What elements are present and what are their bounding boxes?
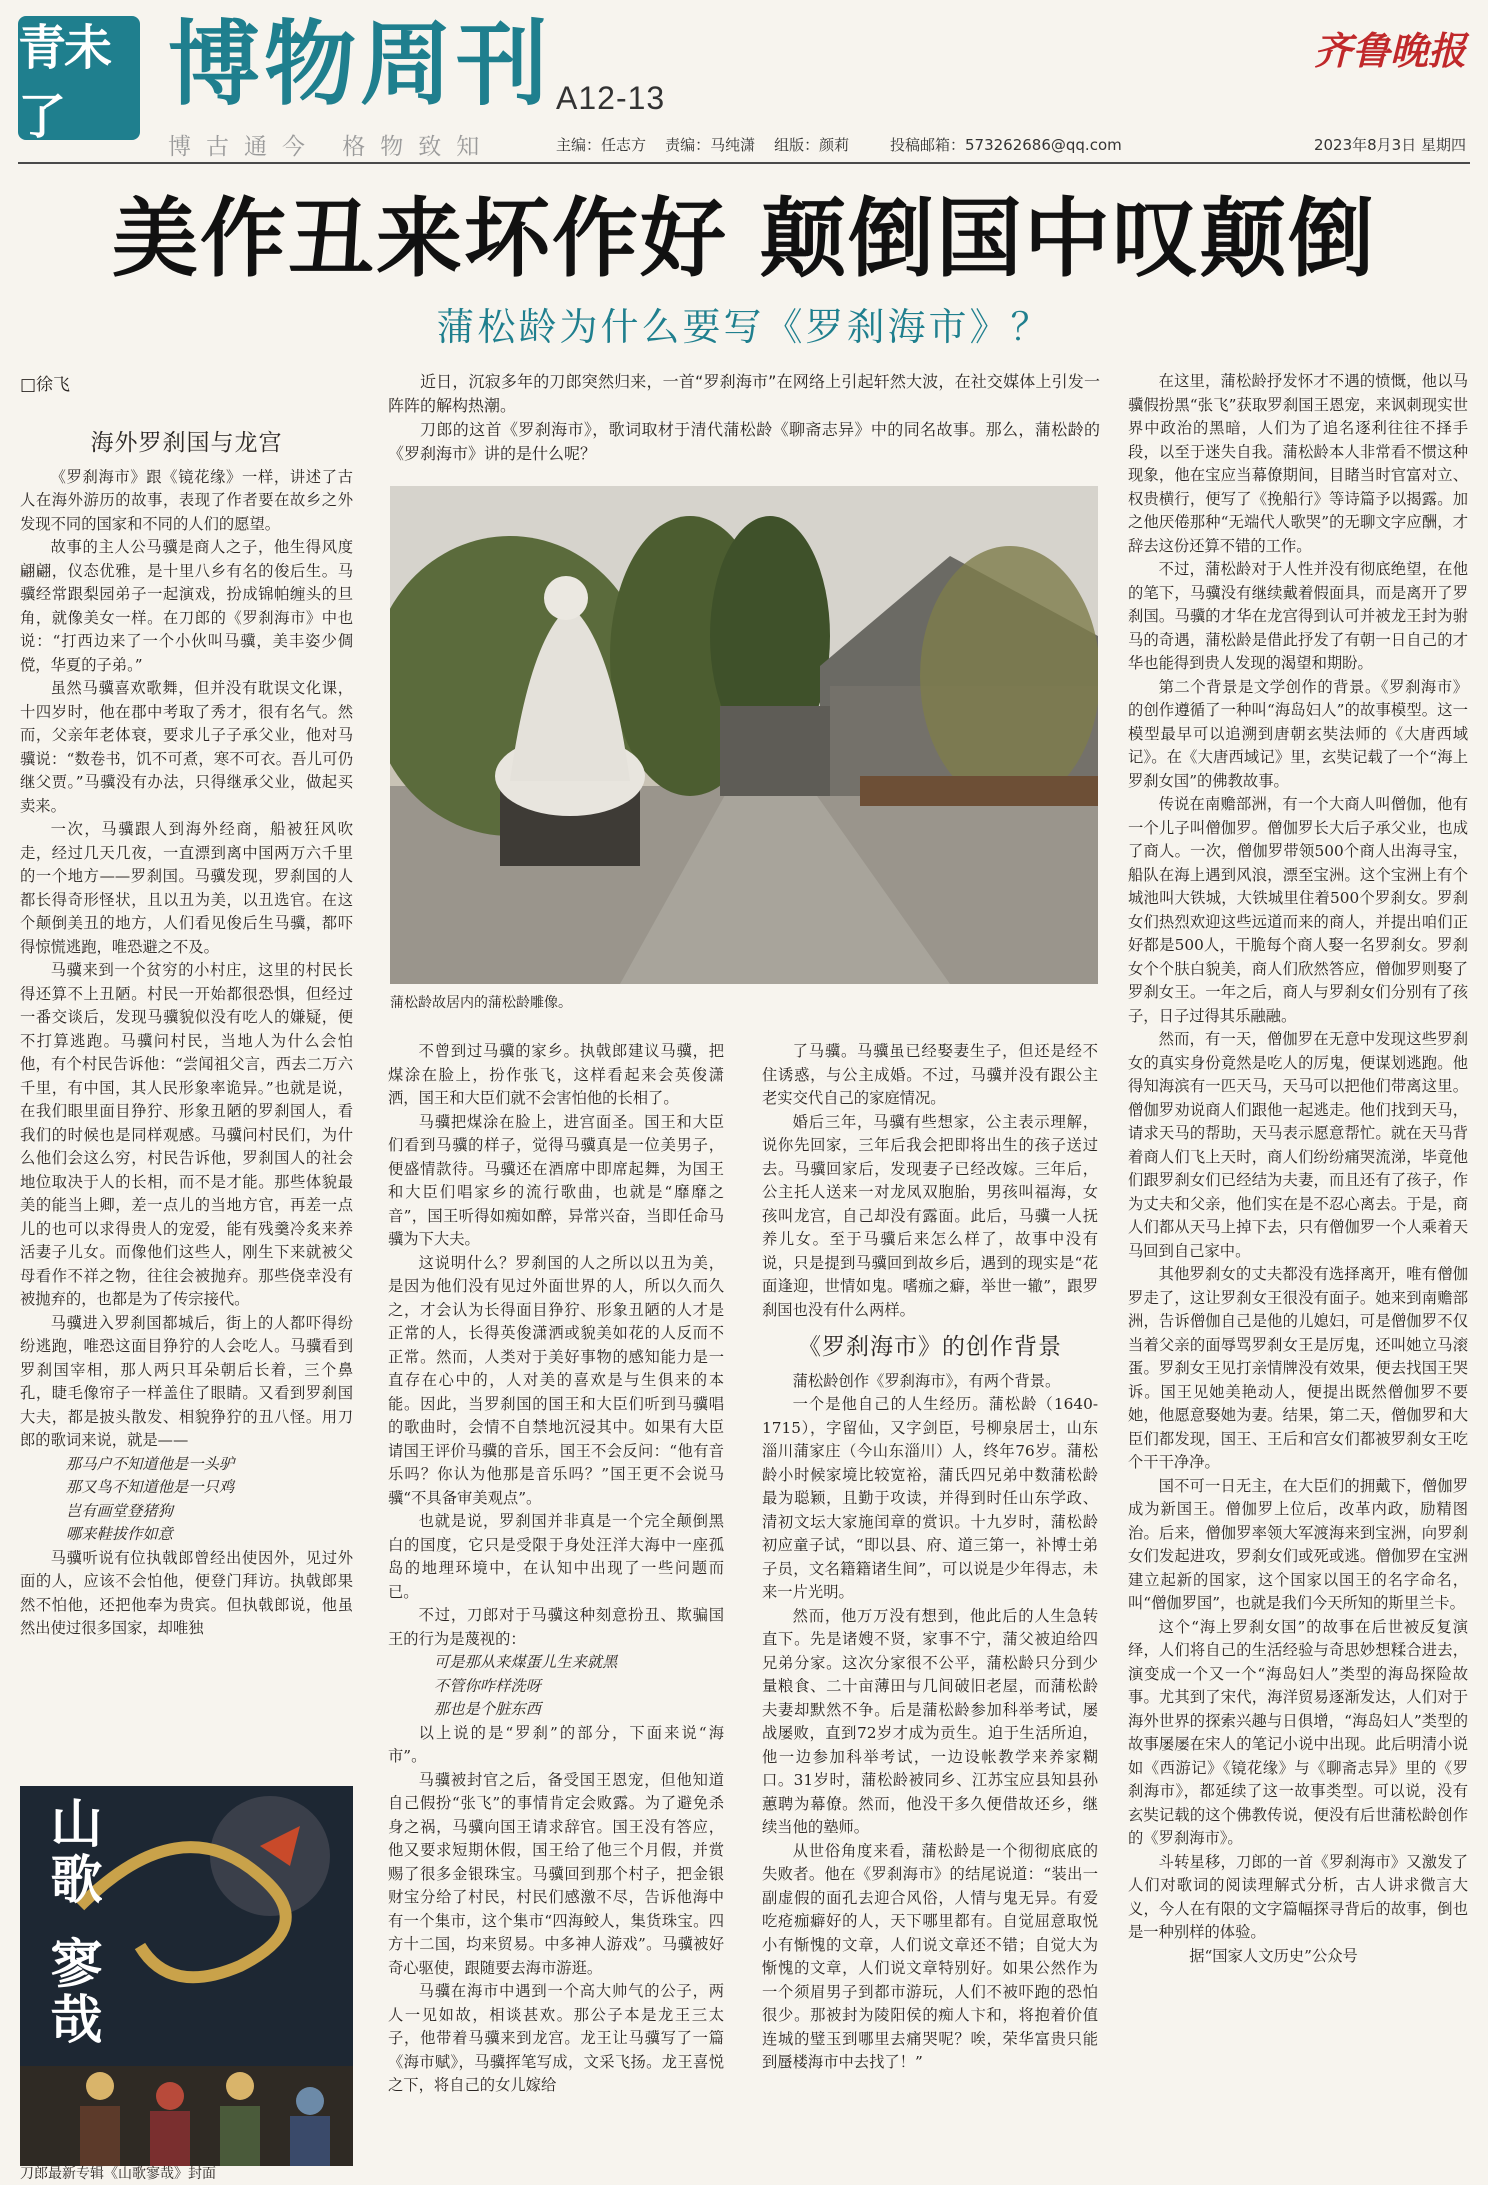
paragraph: 不过，蒲松龄对于人性并没有彻底绝望，在他的笔下，马骥没有继续戴着假面具，而是离开了罗刹国。马骥的才华在龙宫得到认可并被龙王封为驸马的奇遇，蒲松龄是借此抒发了有朝一日自己的才华也能得到贵人发现的渴望和期盼。 [1128,560,1468,672]
album-cover [20,1786,353,2166]
statue-photo [390,486,1098,984]
paragraph: 婚后三年，马骥有些想家，公主表示理解，说你先回家，三年后我会把即将出生的孩子送过去。马骥回家后，发现妻子已经改嫁。三年后，公主托人送来一对龙凤双胞胎，男孩叫福海，女孩叫龙宫，自己却没有露面。此后，马骥一人抚养儿女。至于马骥后来怎么样了，故事中没有说，只是提到马骥回到故乡后，遇到的现实是“花面逢迎，世情如鬼。嗜痂之癖，举世一辙”，跟罗刹国也没有什么两样。 [762,1112,1098,1319]
column-2-tail [388,1722,724,2098]
paragraph: 在这里，蒲松龄抒发怀才不遇的愤慨，他以马骥假扮黑“张飞”获取罗刹国王恩宠，来讽刺现实世界中政治的黑暗，人们为了追名逐利往往不择手段，以至于迷失自我。蒲松龄本人非常看不惯这种现象，他在宝应当幕僚期间，目睹当时官富对立、权贵横行，便写了《挽船行》等诗篇予以揭露。加之他厌倦那种“无端代人歌哭”的无聊文字应酬，才辞去这份还算不错的工作。 [1128,372,1468,555]
logo-text: 青未了 [18,20,111,145]
issue-date: 2023年8月3日 星期四 [1313,136,1466,154]
paragraph: 不过，刀郎对于马骥这种刻意扮丑、欺骗国王的行为是蔑视的： [388,1606,724,1648]
lyric-line: 岂有画堂登猪狗 [65,1501,173,1520]
paragraph: 不曾到过马骥的家乡。执戟郎建议马骥，把煤涂在脸上，扮作张飞，这样看起来会英俊潇洒，国王和大臣们就不会害怕他的长相了。 [388,1042,724,1107]
article-source: 据“国家人文历史”公众号 [1189,1946,1358,1965]
paragraph: 《罗刹海市》跟《镜花缘》一样，讲述了古人在海外游历的故事，表现了作者要在故乡之外发现不同的国家和不同的人们的愿望。 [20,467,353,533]
editor-credits: 主编：任志方 责编：马纯潇 组版：颜莉 [556,136,850,154]
masthead-divider [18,162,1470,164]
paragraph: 蒲松龄创作《罗刹海市》，有两个背景。 [792,1371,1061,1390]
lyric-line: 那马户不知道他是一头驴 [65,1454,235,1473]
paragraph: 一次，马骥跟人到海外经商，船被狂风吹走，经过几天几夜，一直漂到离中国两万六千里的一个地方——罗刹国。马骥发现，罗刹国的人都长得奇形怪状，且以丑为美，以丑选官。在这个颠倒美丑的地方，人们看见俊后生马骥，都吓得惊慌逃跑，唯恐避之不及。 [20,820,353,956]
photo-caption: 蒲松龄故居内的蒲松龄雕像。 [390,995,572,1011]
column-2 [388,1040,724,2098]
paragraph: 这个“海上罗刹女国”的故事在后世被反复演绎，人们将自己的生活经验与奇思妙想糅合进去，演变成一个又一个“海岛妇人”类型的海岛探险故事。尤其到了宋代，海洋贸易逐渐发达，人们对于海外世界的探索兴趣与日俱增，“海岛妇人”类型的故事屡屡在宋人的笔记小说中出现。此后明清小说如《西游记》《镜花缘》与《聊斋志异》里的《罗刹海市》，都延续了这一故事类型。可以说，没有玄奘记载的这个佛教传说，便没有后世蒲松龄创作的《罗刹海市》。 [1128,1617,1468,1847]
paragraph: 故事的主人公马骥是商人之子，他生得风度翩翩，仪态优雅，是十里八乡有名的俊后生。马骥经常跟梨园弟子一起演戏，扮成锦帕缠头的旦角，就像美女一样。在刀郎的《罗刹海市》中也说：“打西边来了一个小伙叫马骥，美丰姿少倜傥，华夏的子弟。” [20,538,353,674]
paragraph: 这说明什么？罗刹国的人之所以以丑为美，是因为他们没有见过外面世界的人，所以久而久之，才会认为长得面目狰狞、形象丑陋的人才是正常的人，长得英俊潇洒或貌美如花的人反而不正常。然而，人类对于美好事物的感知能力是一直存在心中的，人对美的喜欢是与生俱来的本能。因此，当罗刹国的国王和大臣们听到马骥唱的歌曲时，会情不自禁地沉浸其中。如果有大臣请国王评价马骥的音乐，国王不会反问：“他有音乐吗？你认为他那是音乐吗？”国王更不会说马骥“不具备审美观点”。 [388,1253,724,1507]
column-2-verses [388,1651,724,1722]
paragraph: 了马骥。马骥虽已经娶妻生子，但还是经不住诱惑，与公主成婚。不过，马骥并没有跟公主老实交代自己的家庭情况。 [762,1042,1098,1107]
subheadline: 蒲松龄为什么要写《罗刹海市》？ [436,305,1052,349]
lyric-line: 那也是个脏东西 [433,1700,541,1718]
paragraph: 以上说的是“罗刹”的部分，下面来说“海市”。 [388,1723,724,1765]
paragraph: 马骥把煤涂在脸上，进宫面圣。国王和大臣们看到马骥的样子，觉得马骥真是一位美男子，便盛情款待。马骥还在酒席中即席起舞，为国王和大臣们唱家乡的流行歌曲，也就是“靡靡之音”，国王听得如痴如醉，异常兴奋，当即任命马骥为下大夫。 [388,1112,724,1248]
paragraph: 刀郎的这首《罗刹海市》，歌词取材于清代蒲松龄《聊斋志异》中的同名故事。那么，蒲松龄的《罗刹海市》讲的是什么呢？ [388,420,1100,463]
paragraph: 传说在南赡部洲，有一个大商人叫僧伽，他有一个儿子叫僧伽罗。僧伽罗长大后子承父业，也成了商人。一次，僧伽罗带领500个商人出海寻宝，船队在海上遇到风浪，漂至宝洲。这个宝洲上有个城池叫大铁城，大铁城里住着500个罗刹女。罗刹女们热烈欢迎这些远道而来的商人，并提出咱们正好都是500人，干脆每个商人娶一名罗刹女。罗刹女个个肤白貌美，商人们欣然答应，僧伽罗则娶了罗刹女王。一年之后，商人与罗刹女们分别有了孩子，日子过得其乐融融。 [1128,795,1468,1025]
lyric-line: 不管你咋样洗呀 [433,1676,541,1695]
headline: 美作丑来坏作好 颠倒国中叹颠倒 [112,189,1376,289]
paragraph: 虽然马骥喜欢歌舞，但并没有耽误文化课，十四岁时，他在郡中考取了秀才，很有名气。然而，父亲年老体衰，要求儿子子承父业，他对马骥说：“数卷书，饥不可煮，寒不可衣。吾儿可仍继父贾。”马骥没有办法，只得继承父业，做起买卖来。 [20,679,353,815]
paragraph: 一个是他自己的人生经历。蒲松龄（1640-1715），字留仙，又字剑臣，号柳泉居士，山东淄川蒲家庄（今山东淄川）人，终年76岁。蒲松龄小时候家境比较宽裕，蒲氏四兄弟中数蒲松龄最为聪颖，且勤于攻读，并得到时任山东学政、清初文坛大家施闰章的赏识。十九岁时，蒲松龄初应童子试，“即以县、府、道三第一，补博士弟子员，文名籍籍诸生间”，可以说是少年得志，未来一片光明。 [762,1395,1098,1601]
paragraph: 马骥听说有位执戟郎曾经出使因外，见过外面的人，应该不会怕他，便登门拜访。执戟郎果然不怕他，还把他奉为贵宾。但执戟郎说，他虽然出使过很多国家，却唯独 [20,1548,353,1637]
section-title: 博物周刊 [168,11,553,118]
column-3-paragraphs [762,1370,1098,2075]
author-byline: □徐飞 [20,375,71,395]
slogan: 博古通今 格物致知 [168,134,495,160]
section-heading-background: 《罗刹海市》的创作背景 [798,1334,1062,1360]
paragraph: 斗转星移，刀郎的一首《罗刹海市》又激发了人们对歌词的阅读理解式分析，古人讲求微言大义，今人在有限的文字篇幅探寻背后的故事，倒也是一种别样的体验。 [1128,1852,1468,1941]
paragraph: 第二个背景是文学创作的背景。《罗刹海市》的创作遵循了一种叫“海岛妇人”的故事模型。这一模型最早可以追溯到唐朝玄奘法师的《大唐西域记》。在《大唐西域记》里，玄奘记载了一个“海上罗刹女国”的佛教故事。 [1128,677,1468,790]
paragraph: 也就是说，罗刹国并非真是一个完全颠倒黑白的国度，它只是受限于身处汪洋大海中一座孤岛的地理环境中，在认知中出现了一些问题而已。 [388,1512,724,1601]
column-3-top-paragraphs [762,1040,1098,1322]
paragraph: 马骥来到一个贫穷的小村庄，这里的村民长得还算不上丑陋。村民一开始都很恐惧，但经过一番交谈后，发现马骥貌似没有吃人的嫌疑，便不打算逃跑。马骥问村民，当地人为什么会怕他，有个村民告诉他：“尝闻祖父言，西去二万六千里，有中国，其人民形象率诡异。”也就是说，在我们眼里面目狰狞、形象丑陋的罗刹国人，看我们的时候也是同样观感。马骥问村民们，为什么他们会这么穷，村民告诉他，罗刹国人的社会地位取决于人的长相，而不是才能。那些体貌最美的能当上卿，差一点儿的当地方官，再差一点儿的也可以求得贵人的宠爱，能有残羹冷炙来养活妻子儿女。而像他们这些人，刚生下来就被父母看作不祥之物，往往会被抛弃。那些侥幸没有被抛弃的，也都是为了传宗接代。 [20,961,353,1308]
page-code: A12-13 [556,80,666,116]
paragraph: 马骥在海市中遇到一个高大帅气的公子，两人一见如故，相谈甚欢。那公子本是龙王三太子，他带着马骥来到龙宫。龙王让马骥写了一篇《海市赋》，马骥挥笔写成，文采飞扬。龙王喜悦之下，将自己的女儿嫁给 [388,1982,724,2094]
section-heading: 海外罗刹国与龙宫 [90,430,283,456]
paragraph: 然而，有一天，僧伽罗在无意中发现这些罗刹女的真实身份竟然是吃人的厉鬼，便谋划逃跑。他得知海滨有一匹天马，天马可以把他们带离这里。僧伽罗劝说商人们跟他一起逃走。他们找到天马，请求天马的帮助，天马表示愿意帮忙。就在天马背着商人们飞上天时，商人们纷纷痛哭流涕，毕竟他们跟罗刹女们已经结为夫妻，而且还有了孩子，作为丈夫和父亲，他们实在是不忍心离去。于是，商人们都从天马上掉下去，只有僧伽罗一个人乘着天马回到自己家中。 [1128,1030,1468,1260]
album-title-line1: 山歌 [41,1796,101,1908]
column-2-paragraphs [388,1040,724,1651]
column-1-verses [20,1453,353,1547]
lyric-line: 那又鸟不知道他是一只鸡 [65,1478,235,1496]
paragraph: 其他罗刹女的丈夫都没有选择离开，唯有僧伽罗走了，这让罗刹女王很没有面子。她来到南赡部洲，告诉僧伽自己是他的儿媳妇，可是僧伽罗不仅当着父亲的面辱骂罗刹女王是厉鬼，还叫她立马滚蛋。罗刹女王见打亲情牌没有效果，便去找国王哭诉。国王见她美艳动人，便提出既然僧伽罗不要她，他愿意娶她为妻。结果，第二天，僧伽罗和大臣们都发现，国王、王后和宫女们都被罗刹女王吃个干干净净。 [1128,1265,1468,1471]
paragraph: 马骥被封官之后，备受国王恩宠，但他知道自己假扮“张飞”的事情肯定会败露。为了避免杀身之祸，马骥向国王请求辞官。国王没有答应，他又要求短期休假，国王给了他三个月假，并赏赐了很多金银珠宝。马骥回到那个村子，把金银财宝分给了村民，村民们感激不尽，告诉他海中有一个集市，这个集市“四海鲛人，集货珠宝。四方十二国，均来贸易。中多神人游戏”。马骥被好奇心驱使，跟随要去海市游逛。 [388,1770,724,1977]
paragraph: 然而，他万万没有想到，他此后的人生急转直下。先是诸嫂不贤，家事不宁，蒲父被迫给四兄弟分家。这次分家很不公平，蒲松龄只分到少量粮食、二十亩薄田与几间破旧老屋，而蒲松龄夫妻却默然不争。后是蒲松龄参加科举考试，屡战屡败，直到72岁才成为贡生。迫于生活所迫，他一边参加科举考试，一边设帐教学来养家糊口。31岁时，蒲松龄被同乡、江苏宝应县知县孙蕙聘为幕僚。然而，他没干多久便借故还乡，继续当他的塾师。 [762,1606,1098,1836]
paragraph: 从世俗角度来看，蒲松龄是一个彻彻底底的失败者。他在《罗刹海市》的结尾说道：“装出一副虚假的面孔去迎合风俗，人情与鬼无异。有爱吃疮痂癖好的人，天下哪里都有。自觉屈意取悦小有惭愧的文章，人们说文章还不错；自觉大为惭愧的文章，人们说文章特别好。如果公然作为一个须眉男子到都市游玩，人们不被吓跑的恐怕很少。那被封为陵阳侯的痴人卞和，将抱着价值连城的璧玉到哪里去痛哭呢？唉，荣华富贵只能到蜃楼海市中去找了！” [762,1841,1098,2071]
submission-email: 投稿邮箱：573262686@qq.com [890,136,1122,154]
column-3 [762,1040,1098,2075]
column-1-tail [20,1547,353,1641]
lyric-line: 哪来鞋拔作如意 [65,1525,173,1543]
column-4 [1128,370,1468,1968]
lyric-line: 可是那从来煤蛋儿生来就黑 [433,1653,618,1671]
logo [18,16,140,145]
paragraph: 近日，沉寂多年的刀郎突然归来，一首“罗刹海市”在网络上引起轩然大波，在社交媒体上引发一阵阵的解构热潮。 [388,372,1100,415]
column-4-paragraphs [1128,370,1468,1945]
column-1 [20,418,353,1641]
album-caption: 刀郎最新专辑《山歌寥哉》封面 [20,2166,216,2182]
paragraph: 马骥进入罗刹国都城后，街上的人都吓得纷纷逃跑，唯恐这面目狰狞的人会吃人。马骥看到罗刹国宰相，那人两只耳朵朝后长着，三个鼻孔，睫毛像帘子一样盖住了眼睛。又看到罗刹国大夫，都是披头散发、相貌狰狞的丑八怪。用刀郎的歌词来说，就是—— [20,1313,353,1449]
column-1-paragraphs [20,466,353,1453]
album-title-line2: 寥哉 [41,1936,101,2048]
paper-brand: 齐鲁晚报 [1313,28,1466,73]
statue-photo-illustration [390,486,1098,984]
paragraph: 国不可一日无主，在大臣们的拥戴下，僧伽罗成为新国王。僧伽罗上位后，改革内政，励精图治。后来，僧伽罗率领大军渡海来到宝洲，向罗刹女们发起进攻，罗刹女们或死或逃。僧伽罗在宝洲建立起新的国家，这个国家以国王的名字命名，叫“僧伽罗国”，也就是我们今天所知的斯里兰卡。 [1128,1476,1468,1612]
article-lead [388,370,1100,466]
